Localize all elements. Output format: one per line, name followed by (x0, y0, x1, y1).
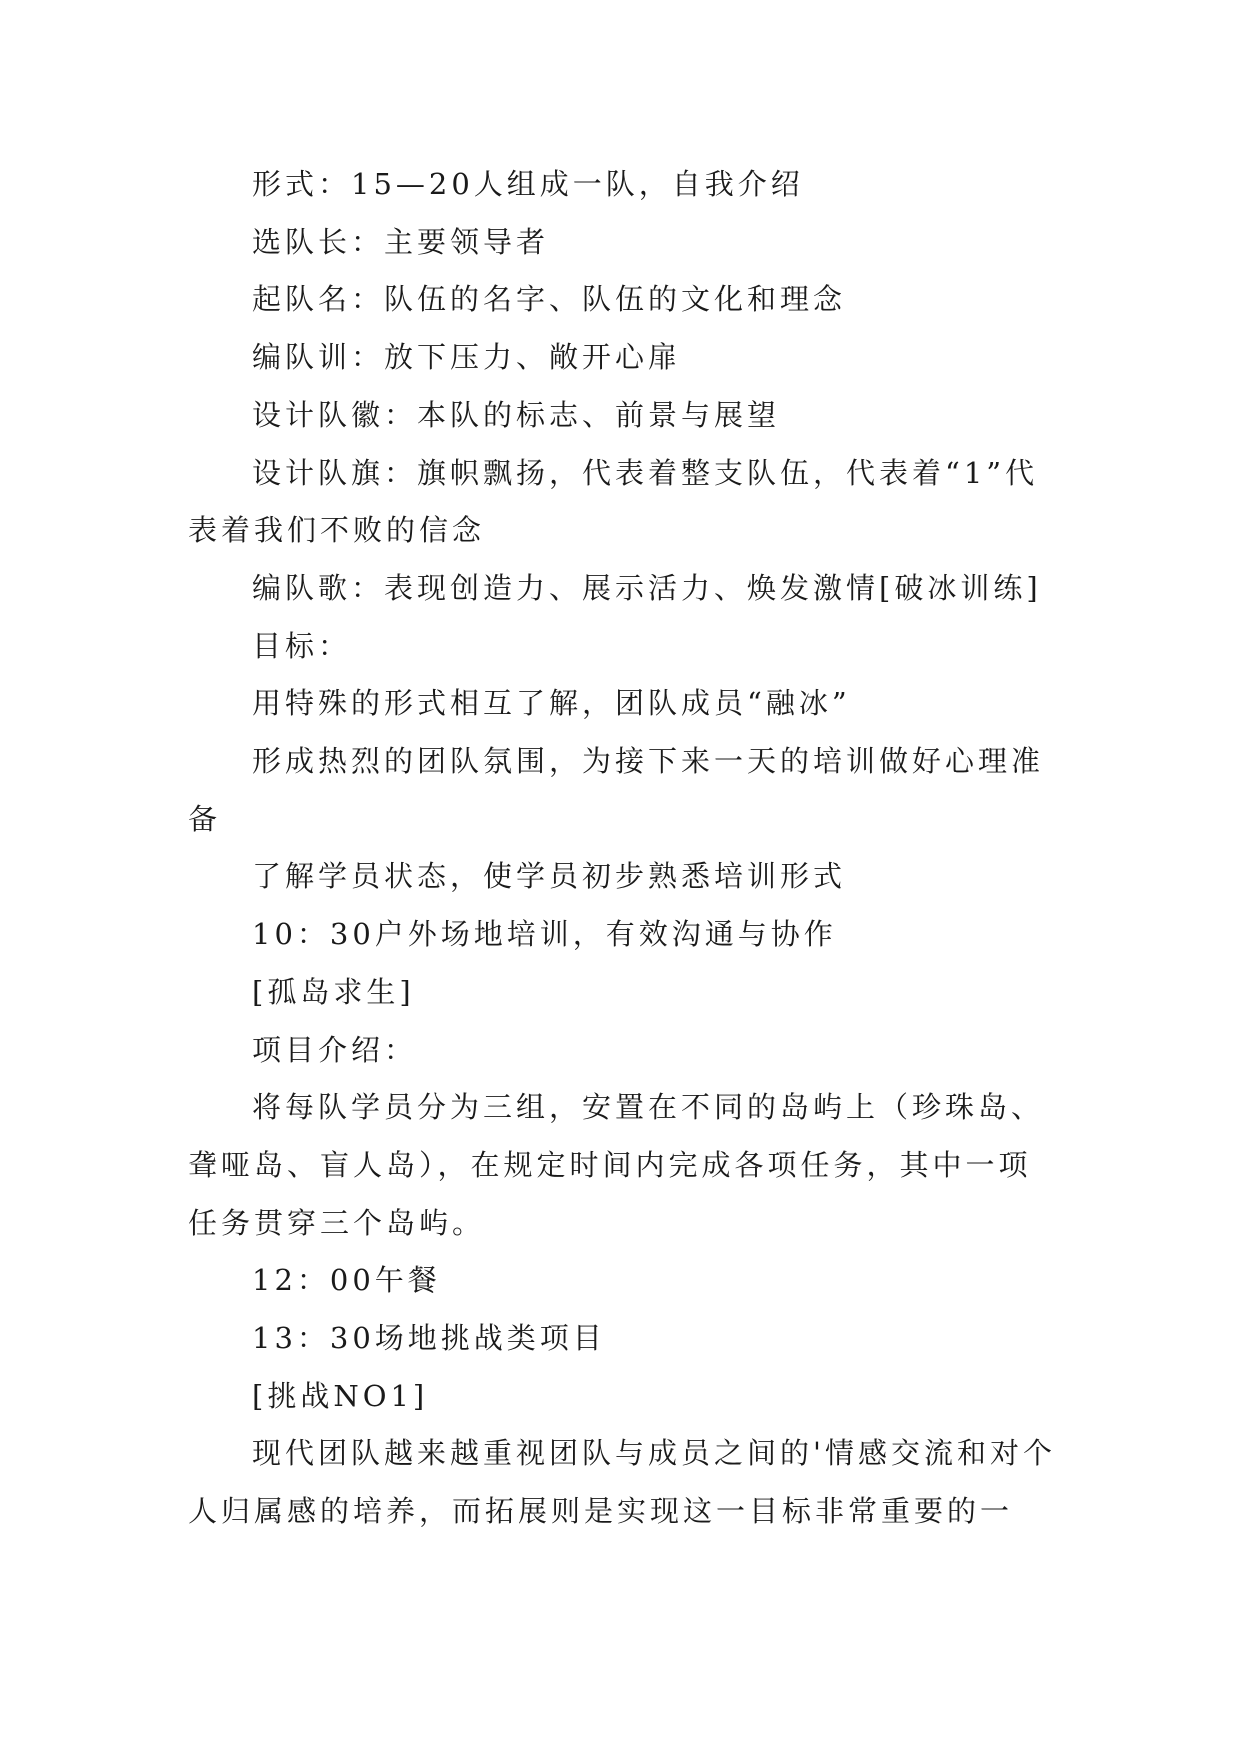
paragraph-flag: 设计队旗：旗帜飘扬，代表着整支队伍，代表着“1”代表着我们不败的信念 (188, 455, 1039, 548)
paragraph-captain: 选队长：主要领导者 (252, 224, 550, 259)
paragraph-format: 形式：15—20人组成一队，自我介绍 (252, 167, 804, 201)
paragraph-team-culture: 现代团队越来越重视团队与成员之间的'情感交流和对个人归属感的培养，而拓展则是实现这一目标非常重要的一 (188, 1436, 1056, 1529)
paragraph-goal-2: 形成热烈的团队氛围，为接下来一天的培训做好心理准备 (188, 744, 1045, 836)
paragraph-project-intro-heading: 项目介绍： (252, 1032, 418, 1067)
paragraph-schedule-1330: 13：30场地挑战类项目 (252, 1321, 606, 1356)
paragraph-challenge-title: [挑战NO1] (252, 1378, 429, 1413)
paragraph-goal-1: 用特殊的形式相互了解，团队成员“融冰” (252, 686, 851, 721)
paragraph-schedule-1030: 10：30户外场地培训，有效沟通与协作 (252, 917, 837, 952)
paragraph-schedule-1200: 12：00午餐 (252, 1263, 441, 1298)
paragraph-emblem: 设计队徽：本队的标志、前景与展望 (252, 397, 781, 432)
document-body (188, 156, 1058, 1541)
paragraph-goal-heading: 目标： (252, 628, 352, 663)
paragraph-team-name: 起队名：队伍的名字、队伍的文化和理念 (252, 282, 847, 317)
paragraph-song: 编队歌：表现创造力、展示活力、焕发激情[破冰训练] (252, 570, 1042, 605)
paragraph-project-intro: 将每队学员分为三组，安置在不同的岛屿上（珍珠岛、聋哑岛、盲人岛），在规定时间内完成各项任务，其中一项任务贯穿三个岛屿。 (188, 1090, 1045, 1240)
paragraph-goal-3: 了解学员状态，使学员初步熟悉培训形式 (252, 859, 847, 894)
paragraph-island-title: [孤岛求生] (252, 974, 415, 1009)
paragraph-motto: 编队训：放下压力、敞开心扉 (252, 340, 682, 375)
